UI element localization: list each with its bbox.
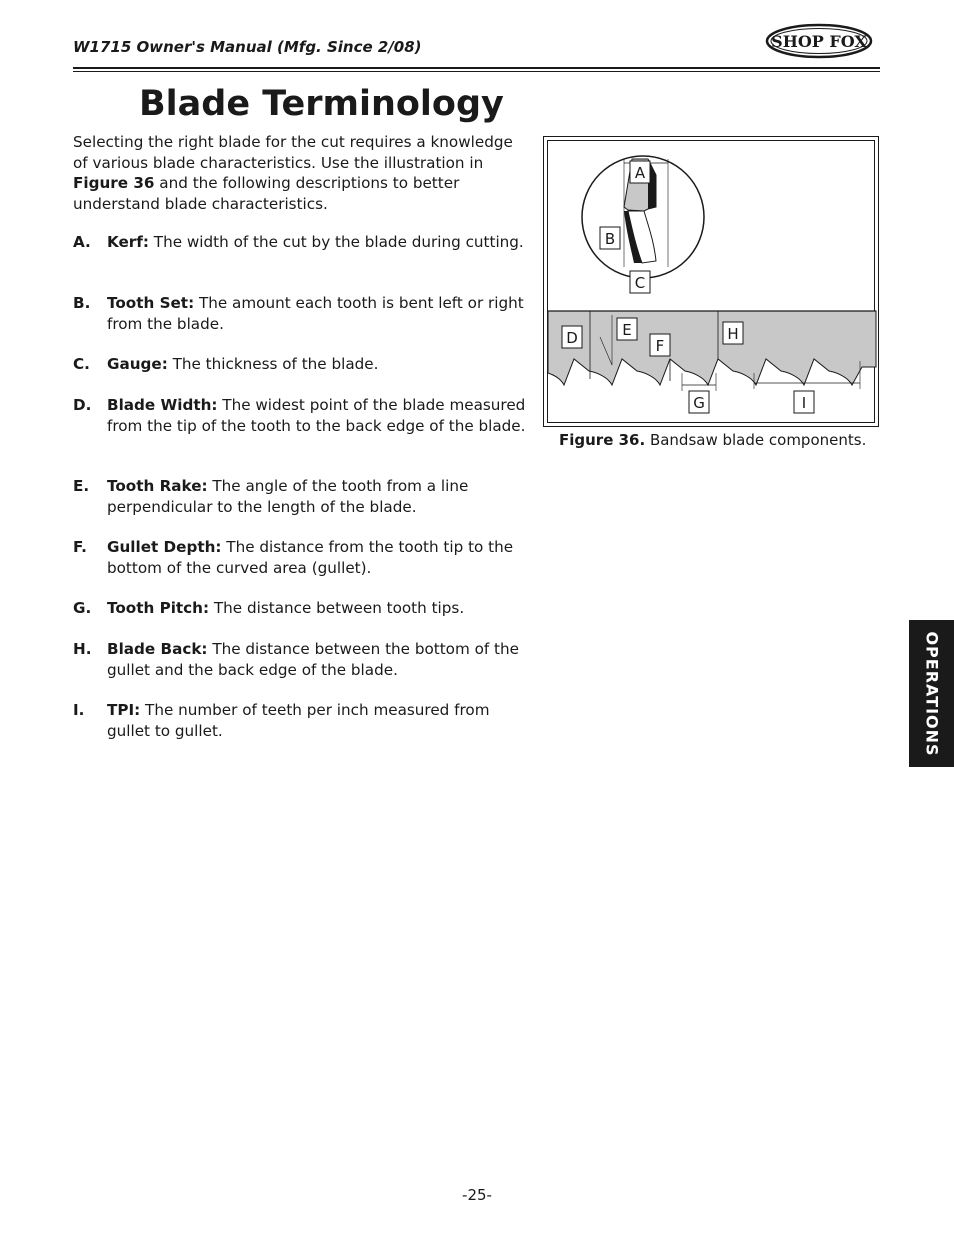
definition-text: The widest point of the blade measured from the tip of the tooth to the back edge of the blade. [107,396,526,435]
definition-letter: E. [73,477,90,495]
figure-caption-ref: Figure 36. [559,431,646,449]
definition-text: The amount each tooth is bent left or right from the blade. [107,294,524,333]
figure-36 [543,136,879,427]
definition-term: Tooth Pitch: [107,599,210,617]
definition-text: The number of teeth per inch measured from gullet to gullet. [107,701,490,740]
label-b: B [604,230,616,248]
definition-text: The distance between tooth tips. [209,599,465,617]
intro-figure-ref: Figure 36 [73,174,155,192]
label-h: H [727,325,739,343]
label-g: G [693,394,705,412]
definition-text: The thickness of the blade. [167,355,379,373]
definition-letter: G. [73,599,92,617]
definition-letter: H. [73,640,92,658]
definition-term: Blade Back: [107,640,208,658]
definition-letter: D. [73,396,92,414]
shop-fox-logo [764,20,874,62]
definition-term: TPI: [107,701,141,719]
definition-letter: A. [73,233,91,251]
definition-letter: C. [73,355,90,373]
definition-term: Tooth Set: [107,294,195,312]
label-a: A [634,164,646,182]
definition-letter: B. [73,294,91,312]
blade-body [548,311,876,385]
bandsaw-blade-diagram [544,137,880,428]
definition-letter: I. [73,701,85,719]
label-e: E [622,321,632,339]
label-c: C [634,274,646,292]
header-title: W1715 Owner's Manual (Mfg. Since 2/08) [73,38,422,56]
page-title: Blade Terminology [139,84,504,124]
definition-term: Gauge: [107,355,168,373]
intro-text-before: Selecting the right blade for the cut requires a knowledge of various blade characteristics. Use the illustration in [73,133,513,172]
definition-text: The width of the cut by the blade during cutting. [148,233,524,251]
definition-letter: F. [73,538,87,556]
section-tab-label: OPERATIONS [922,630,941,757]
definition-text: The angle of the tooth from a line perpendicular to the length of the blade. [107,477,469,516]
intro-text-after: and the following descriptions to better understand blade characteristics. [73,174,460,213]
header-rule [73,67,880,69]
definition-term: Tooth Rake: [107,477,208,495]
page-number: -25- [462,1186,492,1204]
definition-term: Blade Width: [107,396,218,414]
figure-caption-text: Bandsaw blade components. [645,431,867,449]
intro-paragraph [73,132,525,214]
definition-text: The distance from the tooth tip to the bottom of the curved area (gullet). [107,538,514,577]
label-d: D [566,329,578,347]
figure-caption [559,431,866,449]
section-tab [909,620,954,767]
header-rule-thin [73,71,880,72]
definition-term: Gullet Depth: [107,538,222,556]
label-i: I [801,394,807,412]
label-f: F [655,337,665,355]
definition-term: Kerf: [107,233,149,251]
definition-text: The distance between the bottom of the gullet and the back edge of the blade. [107,640,519,679]
logo-text: SHOP FOX [771,32,867,51]
